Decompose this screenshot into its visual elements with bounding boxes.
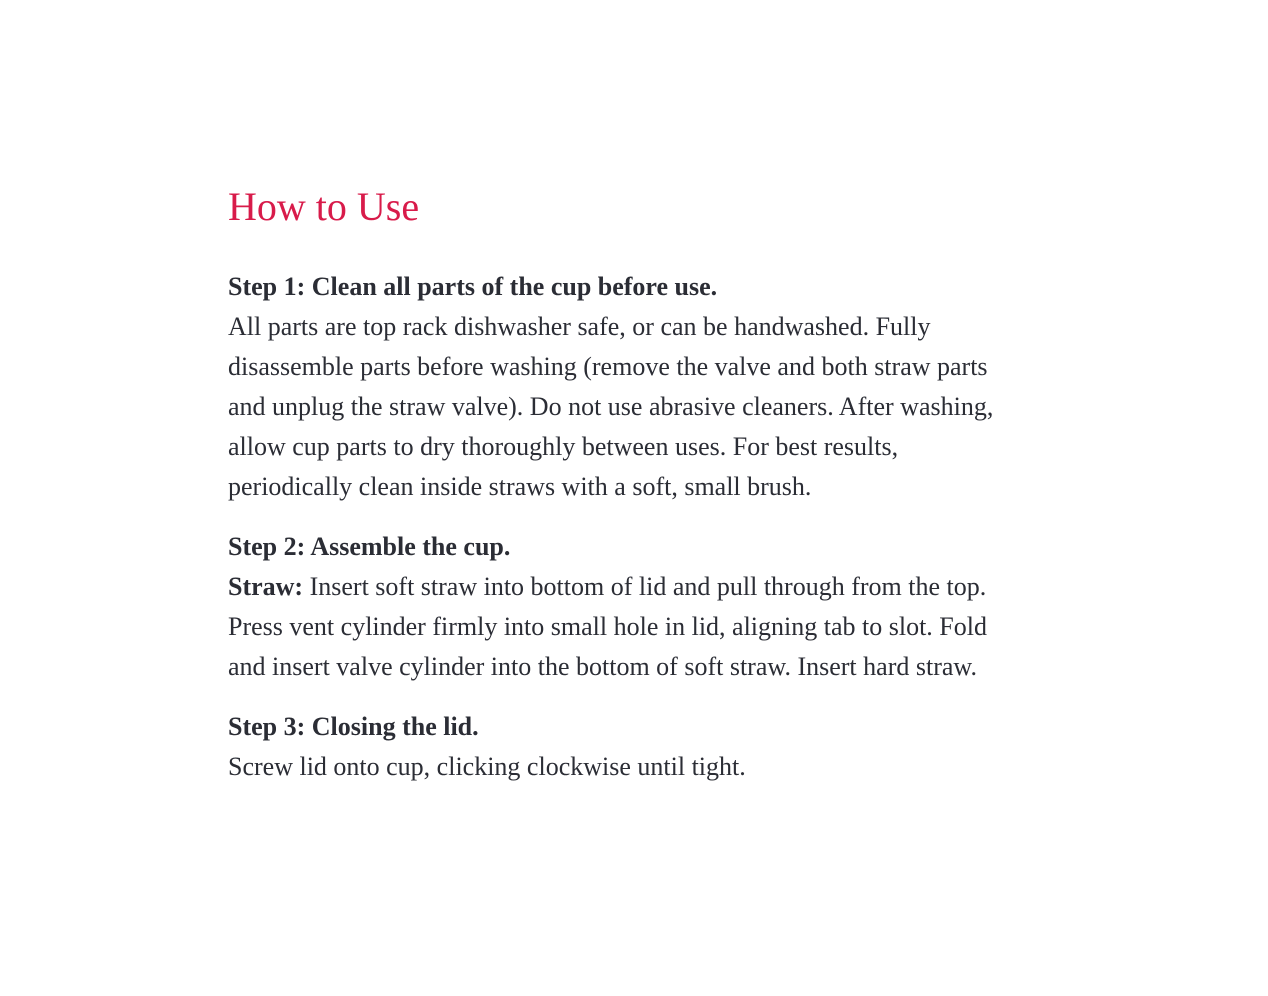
step-1 xyxy=(228,267,1028,507)
page-title: How to Use xyxy=(228,184,420,229)
instructions-section xyxy=(228,181,1028,787)
step-1-heading: Step 1: Clean all parts of the cup before use. xyxy=(228,272,718,301)
step-2 xyxy=(228,527,1028,687)
straw-label: Straw: xyxy=(228,572,304,601)
step-2-text: Insert soft straw into bottom of lid and pull through from the top. Press vent cylinder firmly into small hole in lid, aligning tab to slot. Fold and insert valve cylinder into the bottom of soft straw. Insert hard straw. xyxy=(228,572,987,681)
step-3-text: Screw lid onto cup, clicking clockwise until tight. xyxy=(228,752,746,781)
step-1-text: All parts are top rack dishwasher safe, or can be handwashed. Fully disassemble parts before washing (remove the valve and both straw parts and unplug the straw valve). Do not use abrasive cleaners. After washing, allow cup parts to dry thoroughly between uses. For best results, periodically clean inside straws with a soft, small brush. xyxy=(228,312,994,501)
step-3-heading: Step 3: Closing the lid. xyxy=(228,712,479,741)
step-2-heading: Step 2: Assemble the cup. xyxy=(228,532,511,561)
step-3 xyxy=(228,707,1028,787)
